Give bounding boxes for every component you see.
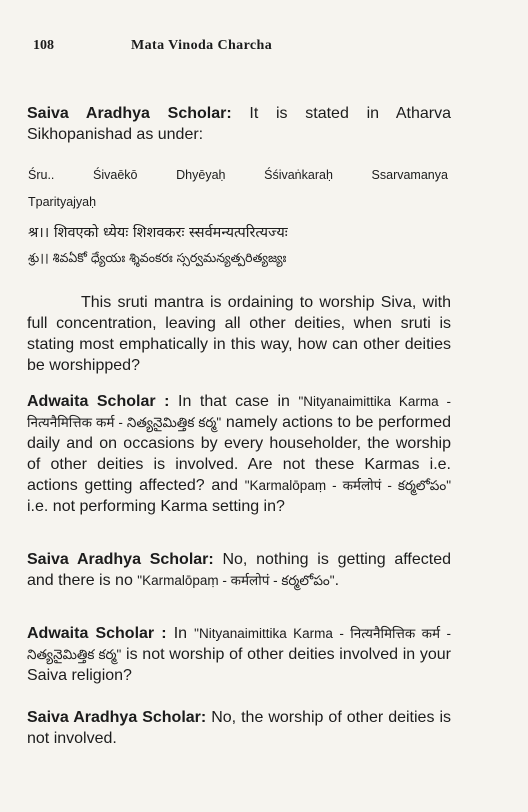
paragraph-text: In that case in <box>169 393 299 410</box>
transliteration <box>28 166 448 211</box>
paragraph-text: . <box>334 572 340 589</box>
term: "Karmalōpaṃ - कर्मलोपं - కర్మలోపం" <box>244 478 451 493</box>
paragraph-text: i.e. not performing Karma setting in? <box>27 498 285 515</box>
speaker-label: Saiva Aradhya Scholar: <box>27 709 207 726</box>
paragraph-5 <box>27 623 451 686</box>
term: "Nityanaimittika Karma - नित्यनैमित्तिक कर्म - నిత్యనైమిత్తిక కర్మ" <box>27 394 451 430</box>
paragraph-text: is not worship of other deities involved in your Saiva religion? <box>27 646 451 684</box>
running-header <box>33 38 272 54</box>
paragraph-text: No, the worship of other deities is not involved. <box>27 709 451 747</box>
translit-word: Śśivaṅkaraḥ <box>264 168 333 182</box>
telugu-verse: శ్రు।। శివఏకో ధ్యేయః శ్శివంకరః స్సర్వమన్యత్పరిత్యజ్యః <box>28 250 287 265</box>
paragraph-text: In <box>166 625 195 642</box>
paragraph-1 <box>27 103 451 145</box>
paragraph-6 <box>27 707 451 749</box>
sanskrit-verse: श्र।। शिवएको ध्येयः शिशवकरः स्सर्वमन्यत्परित्यज्यः <box>28 225 288 241</box>
term: "Karmalōpaṃ - कर्मलोपं - కర్మలోపం" <box>137 573 335 588</box>
speaker-label: Adwaita Scholar : <box>27 625 167 642</box>
paragraph-text: No, nothing is getting affected and there is no <box>27 551 451 589</box>
transliteration-line-2: Tparityajyaḥ <box>28 195 97 209</box>
translit-word: Ssarvamanya <box>371 168 448 182</box>
paragraph-2 <box>27 292 451 376</box>
paragraph-4 <box>27 549 451 591</box>
paragraph-text: It is stated in Atharva Sikhopanishad as under: <box>27 105 451 143</box>
paragraph-text: namely actions to be performed daily and on occasions by every householder, the worship of other deities is involved. Are not these Karmas i.e. actions getting affected? and <box>27 414 452 494</box>
translit-word: Dhyēyaḥ <box>176 168 226 182</box>
paragraph-text: This sruti mantra is ordaining to worship Siva, with full concentration, leaving all other deities, when sruti is stating most emphatically in this way, how can other deities be worshipped? <box>27 294 451 374</box>
speaker-label: Adwaita Scholar : <box>27 393 170 410</box>
page-number: 108 <box>33 38 54 53</box>
speaker-label: Saiva Aradhya Scholar: <box>27 551 214 568</box>
term: "Nityanaimittika Karma - नित्यनैमित्तिक कर्म - నిత్యనైమిత్తిక కర్మ" <box>27 626 452 662</box>
running-title: Mata Vinoda Charcha <box>131 38 273 53</box>
transliteration-line-1 <box>28 166 448 184</box>
translit-word: Śivaēkō <box>93 168 138 182</box>
translit-word: Śru.. <box>28 168 55 182</box>
speaker-label: Saiva Aradhya Scholar: <box>27 105 232 122</box>
paragraph-3 <box>27 391 451 517</box>
